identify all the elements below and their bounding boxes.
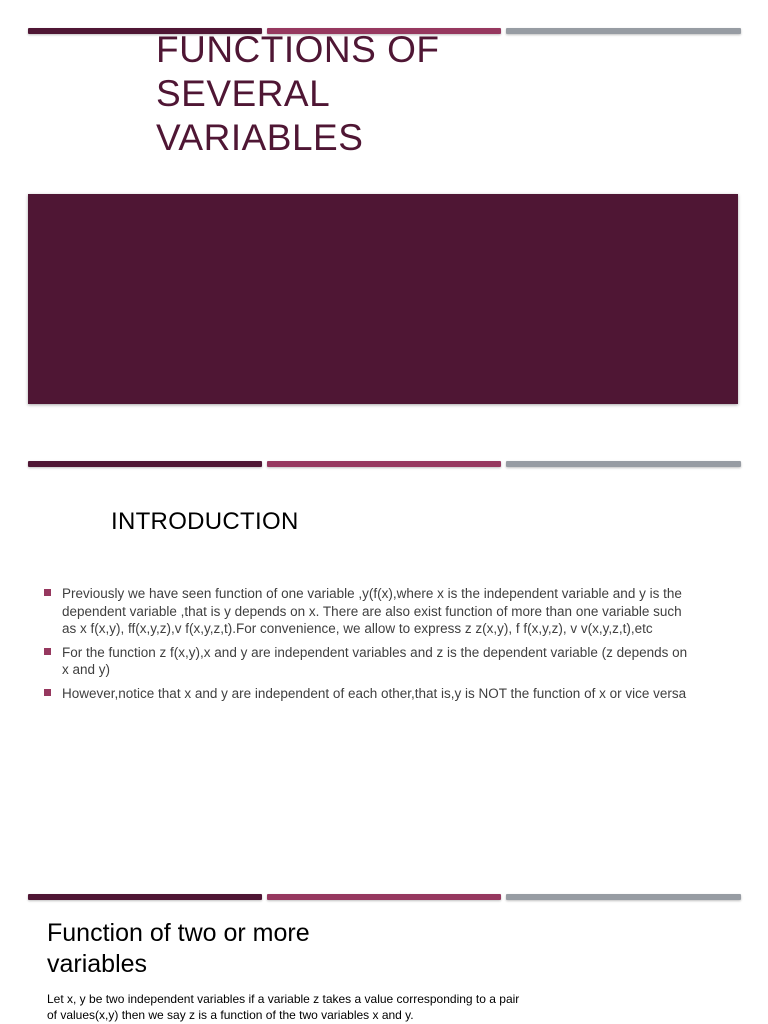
- square-bullet-icon: [44, 648, 51, 655]
- bullet-item: [44, 585, 694, 638]
- slide1-banner: [28, 194, 738, 404]
- slide2-accent-bars: [0, 461, 768, 469]
- slide3-heading: Function of two or more variables: [47, 919, 310, 978]
- accent-bar-plum: [28, 894, 262, 900]
- bullet-text: However,notice that x and y are independent of each other,that is,y is NOT the function of x or vice versa: [62, 685, 687, 701]
- bullet-text: Previously we have seen function of one variable ,y(f(x),where x is the independent variable and y is the dependent variable ,that is y depends on x. There are also exist function of more than one variable such as x f(x,y), ff(x,y,z),v f(x,y,z,t).For convenience, we allow to express z z(x,y), f f(x,y,z), v v(x,y,z,t),etc: [62, 586, 682, 636]
- slide3-accent-bars: [0, 894, 768, 902]
- accent-bar-gray: [506, 894, 741, 900]
- accent-bar-magenta: [267, 894, 501, 900]
- accent-bar-gray: [506, 461, 741, 467]
- accent-bar-plum: [28, 461, 262, 467]
- slide3-paragraph: Let x, y be two independent variables if a variable z takes a value corresponding to a pair of values(x,y) then we say z is a function of the two variables x and y.: [47, 992, 520, 1022]
- slide1-title: FUNCTIONS OF SEVERAL VARIABLES: [156, 29, 440, 158]
- accent-bar-magenta: [267, 461, 501, 467]
- bullet-item: [44, 644, 694, 679]
- bullet-item: [44, 685, 694, 703]
- slide2-heading: INTRODUCTION: [111, 508, 299, 535]
- square-bullet-icon: [44, 689, 51, 696]
- square-bullet-icon: [44, 589, 51, 596]
- bullet-text: For the function z f(x,y),x and y are independent variables and z is the dependent variable (z depends on x and y): [62, 644, 688, 677]
- slide2-bullet-list: [44, 585, 694, 708]
